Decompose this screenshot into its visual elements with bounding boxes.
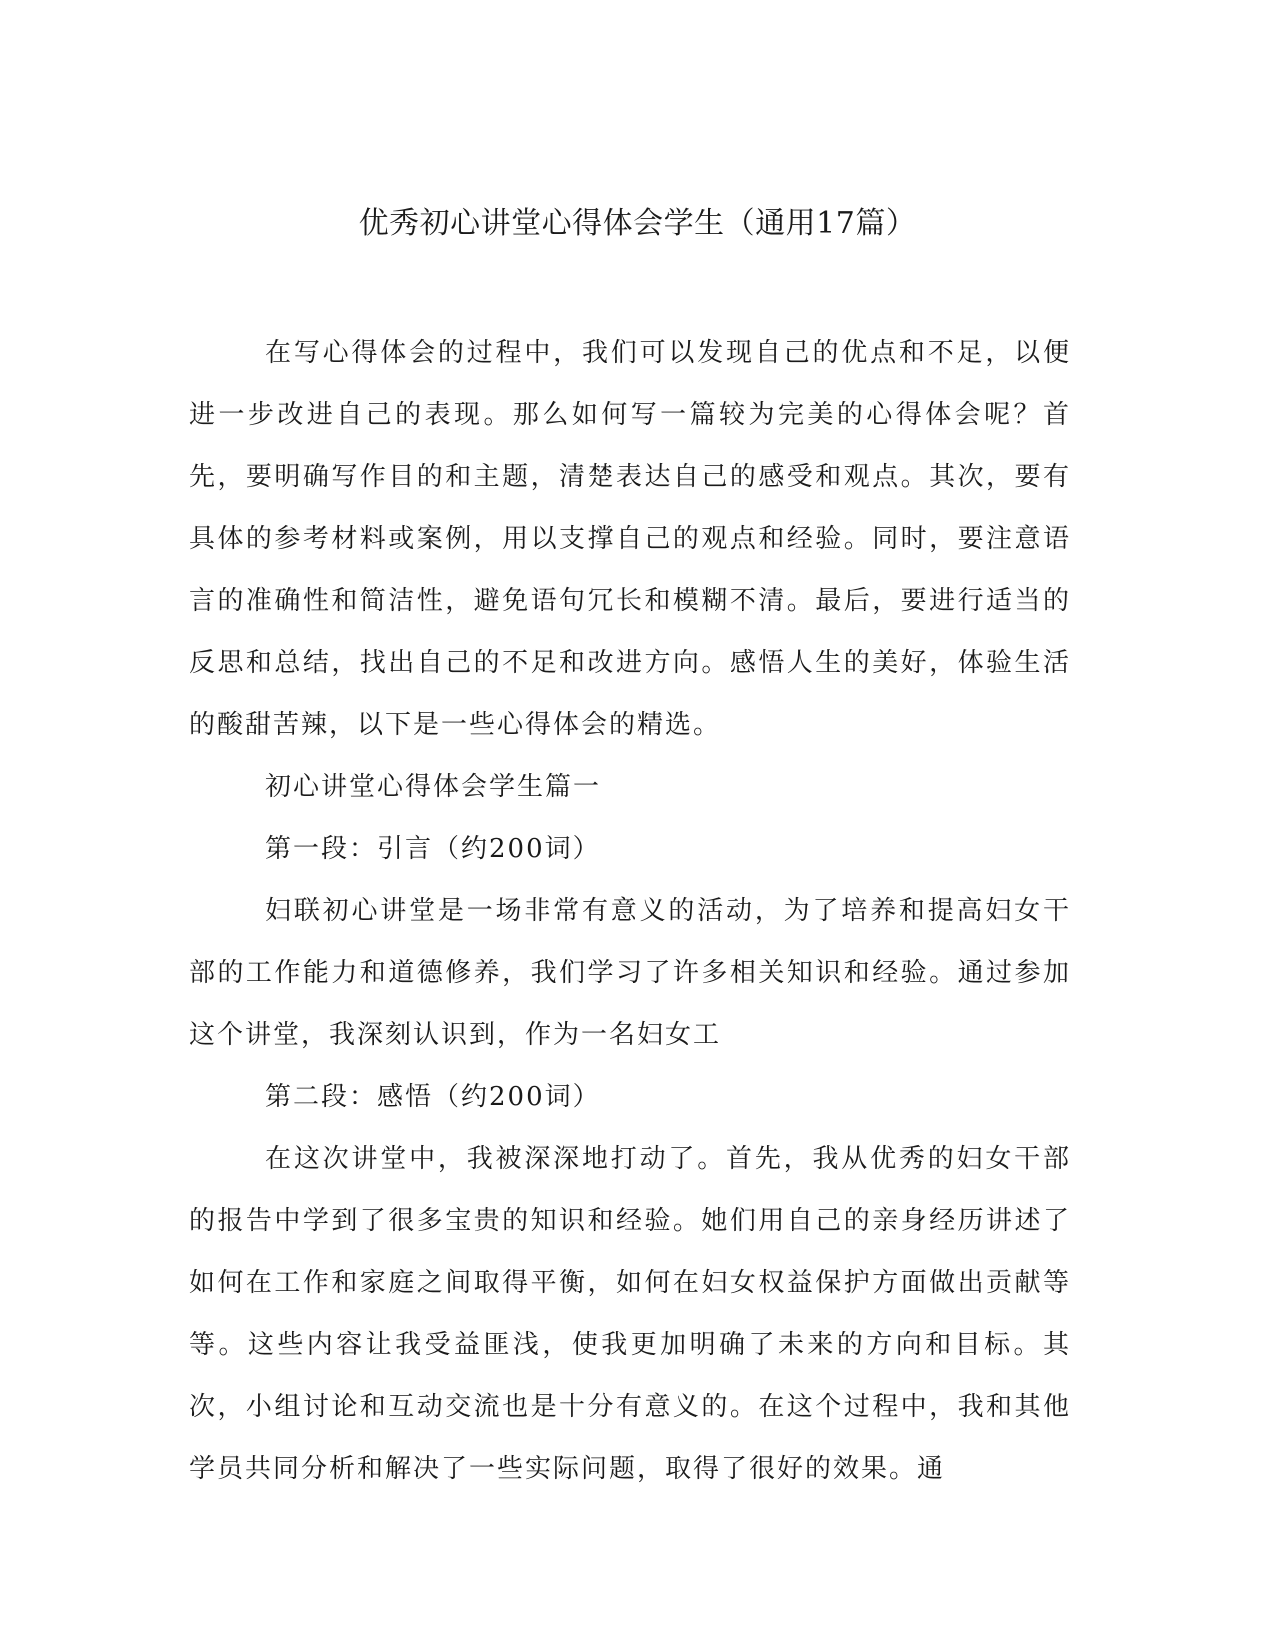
document-body — [189, 322, 1071, 1500]
intro-paragraph: 在写心得体会的过程中，我们可以发现自己的优点和不足，以便进一步改进自己的表现。那么如何写一篇较为完美的心得体会呢？首先，要明确写作目的和主题，清楚表达自己的感受和观点。其次，要有具体的参考材料或案例，用以支撑自己的观点和经验。同时，要注意语言的准确性和简洁性，避免语句冗长和模糊不清。最后，要进行适当的反思和总结，找出自己的不足和改进方向。感悟人生的美好，体验生活的酸甜苦辣，以下是一些心得体会的精选。 — [189, 338, 1071, 740]
subsection-heading: 第二段：感悟（约200词） — [265, 1082, 601, 1112]
body-paragraph: 妇联初心讲堂是一场非常有意义的活动，为了培养和提高妇女干部的工作能力和道德修养，我们学习了许多相关知识和经验。通过参加这个讲堂，我深刻认识到，作为一名妇女工 — [189, 896, 1071, 1050]
document-title: 优秀初心讲堂心得体会学生（通用17篇） — [358, 206, 917, 241]
body-paragraph: 在这次讲堂中，我被深深地打动了。首先，我从优秀的妇女干部的报告中学到了很多宝贵的知识和经验。她们用自己的亲身经历讲述了如何在工作和家庭之间取得平衡，如何在妇女权益保护方面做出贡献等等。这些内容让我受益匪浅，使我更加明确了未来的方向和目标。其次，小组讨论和互动交流也是十分有意义的。在这个过程中，我和其他学员共同分析和解决了一些实际问题，取得了很好的效果。通 — [189, 1144, 1071, 1484]
section-heading: 初心讲堂心得体会学生篇一 — [265, 772, 602, 802]
subsection-heading: 第一段：引言（约200词） — [265, 834, 601, 864]
